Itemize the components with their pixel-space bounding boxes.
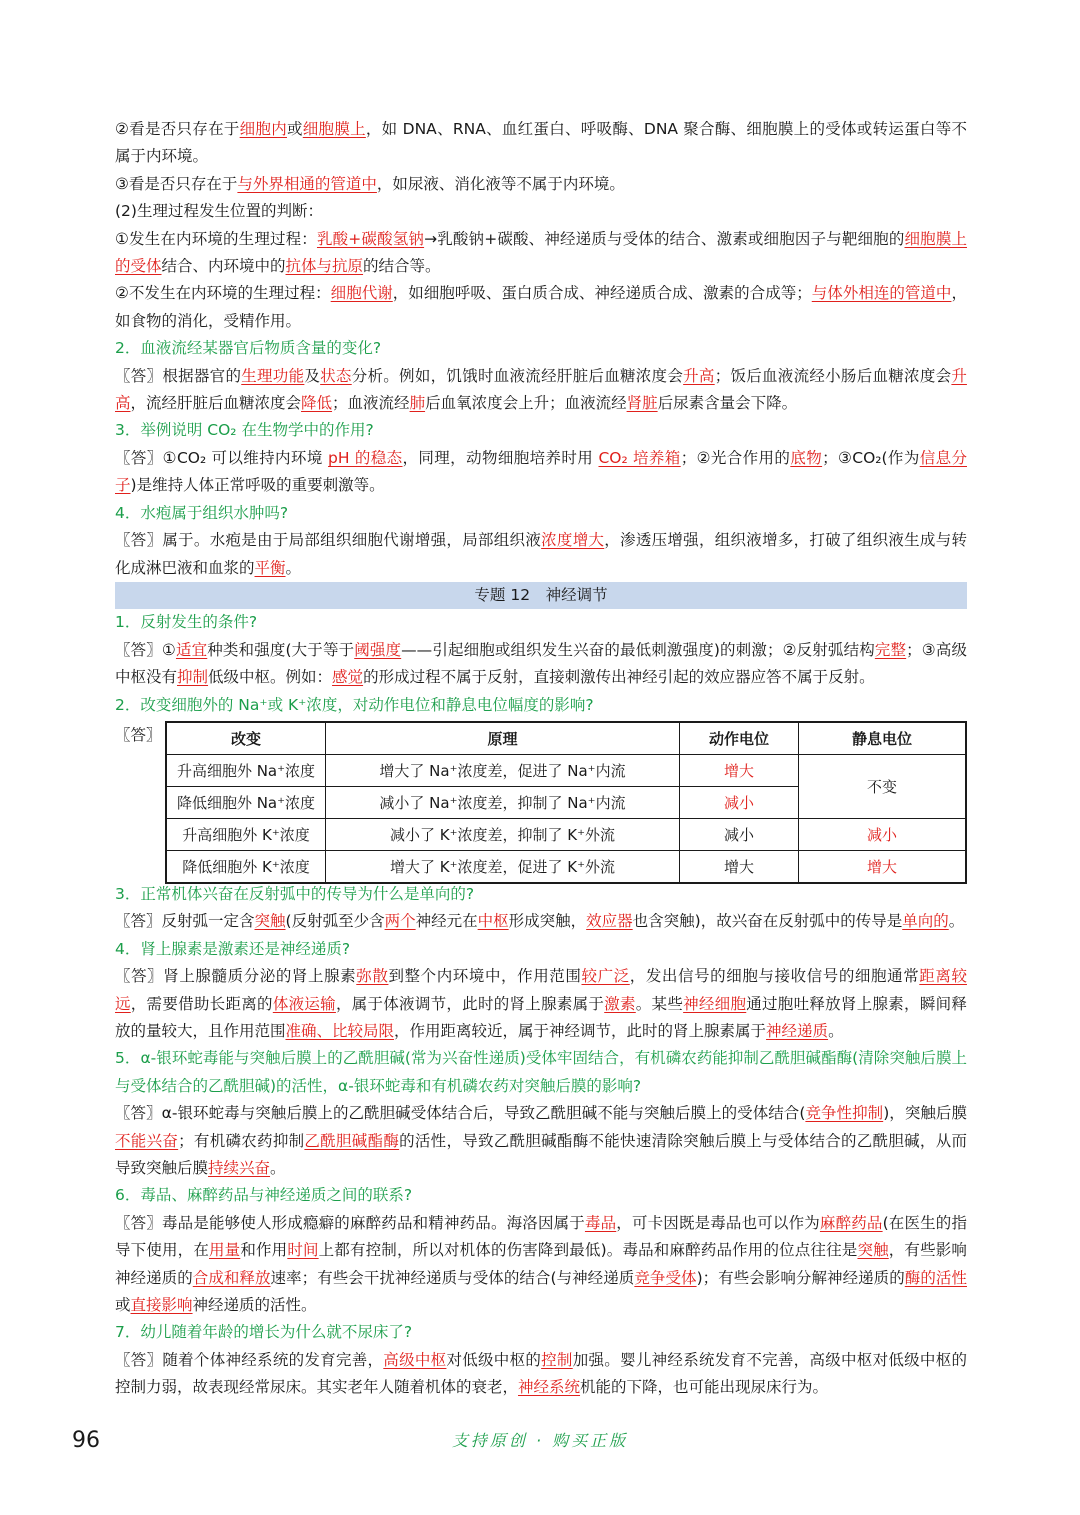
section-banner: 专题 12 神经调节 (115, 582, 967, 609)
answer-table-block (115, 721, 967, 881)
answer-paragraph: 〖答〗α-银环蛇毒与突触后膜上的乙酰胆碱受体结合后，导致乙酰胆碱不能与突触后膜上的受体结合(竞争性抑制)，突触后膜不能兴奋；有机磷农药抑制乙酰胆碱酯酶的活性，导致乙酰胆碱酯酶不能快速清除突触后膜上与受体结合的乙酰胆碱，从而导致突触后膜持续兴奋。 (115, 1104, 967, 1177)
question-heading: 3．举例说明 CO₂ 在生物学中的作用? (115, 421, 374, 440)
table-cell: 增大 (680, 850, 799, 883)
table-cell: 升高细胞外 Na⁺浓度 (166, 754, 326, 786)
table-header: 静息电位 (799, 722, 967, 755)
table-cell: 减小了 Na⁺浓度差，抑制了 Na⁺内流 (326, 786, 680, 818)
question-heading: 5．α-银环蛇毒能与突触后膜上的乙酰胆碱(常为兴奋性递质)受体牢固结合，有机磷农药能抑制乙酰胆碱酯酶(清除突触后膜上与受体结合的乙酰胆碱)的活性，α-银环蛇毒和有机磷农药对突触后膜的影响? (115, 1049, 967, 1095)
answer-label: 〖答〗 (115, 725, 162, 744)
table-header-row (166, 722, 966, 755)
answer-paragraph: 〖答〗随着个体神经系统的发育完善，高级中枢对低级中枢的控制加强。婴儿神经系统发育不完善，高级中枢对低级中枢的控制力弱，故表现经常尿床。其实老年人随着机体的衰老，神经系统机能的下降，也可能出现尿床行为。 (115, 1350, 967, 1397)
table-cell: 减小 (680, 818, 799, 850)
answer-paragraph: 〖答〗①CO₂ 可以维持内环境 pH 的稳态，同理，动物细胞培养时用 CO₂ 培养箱；②光合作用的底物；③CO₂(作为信息分子)是维持人体正常呼吸的重要刺激等。 (115, 448, 967, 495)
table-row (166, 818, 966, 850)
paragraph: ②看是否只存在于细胞内或细胞膜上，如 DNA、RNA、血红蛋白、呼吸酶、DNA 聚合酶、细胞膜上的受体或转运蛋白等不属于内环境。 (115, 120, 967, 166)
question-heading: 2．血液流经某器官后物质含量的变化? (115, 339, 382, 358)
table-cell: 减小 (799, 818, 967, 850)
potential-table (165, 721, 967, 884)
question-heading: 4．肾上腺素是激素还是神经递质? (115, 939, 351, 958)
paragraph: ③看是否只存在于与外界相通的管道中，如尿液、消化液等不属于内环境。 (115, 174, 625, 193)
answer-paragraph: 〖答〗①适宜种类和强度(大于等于阈强度——引起细胞或组织发生兴奋的最低刺激强度)的刺激；②反射弧结构完整；③高级中枢没有抑制低级中枢。例如：感觉的形成过程不属于反射，直接刺激传出神经引起的效应器应答不属于反射。 (115, 640, 967, 687)
question-heading: 1．反射发生的条件? (115, 613, 258, 632)
answer-paragraph: 〖答〗属于。水疱是由于局部组织细胞代谢增强，局部组织液浓度增大，渗透压增强，组织液增多，打破了组织液生成与转化成淋巴液和血浆的平衡。 (115, 531, 967, 577)
question-heading: 3．正常机体兴奋在反射弧中的传导为什么是单向的? (115, 884, 475, 903)
table-cell: 增大了 K⁺浓度差，促进了 K⁺外流 (326, 850, 680, 883)
answer-paragraph: 〖答〗毒品是能够使人形成瘾癖的麻醉药品和精神药品。海洛因属于毒品，可卡因既是毒品也可以作为麻醉药品(在医生的指导下使用，在用量和作用时间上都有控制，所以对机体的伤害降到最低)。毒品和麻醉药品作用的位点往往是突触，有些影响神经递质的合成和释放速率；有些会干扰神经递质与受体的结合(与神经递质竞争受体)；有些会影响分解神经递质的酶的活性或直接影响神经递质的活性。 (115, 1213, 967, 1315)
table-row (166, 754, 966, 786)
answer-paragraph: 〖答〗根据器官的生理功能及状态分析。例如，饥饿时血液流经肝脏后血糖浓度会升高；饭后血液流经小肠后血糖浓度会升高，流经肝脏后血糖浓度会降低；血液流经肺后血氧浓度会上升；血液流经肾脏后尿素含量会下降。 (115, 366, 967, 413)
table-cell: 不变 (799, 754, 967, 818)
table-cell: 降低细胞外 Na⁺浓度 (166, 786, 326, 818)
table-header: 原理 (326, 722, 680, 755)
question-heading: 6．毒品、麻醉药品与神经递质之间的联系? (115, 1186, 413, 1205)
question-heading: 4．水疱属于组织水肿吗? (115, 503, 289, 522)
question-heading: 2．改变细胞外的 Na⁺或 K⁺浓度，对动作电位和静息电位幅度的影响? (115, 695, 594, 714)
answer-paragraph: 〖答〗反射弧一定含突触(反射弧至少含两个神经元在中枢形成突触，效应器也含突触)，故兴奋在反射弧中的传导是单向的。 (115, 912, 965, 931)
question-heading: 7．幼儿随着年龄的增长为什么就不尿床了? (115, 1323, 413, 1342)
paragraph: ①发生在内环境的生理过程：乳酸+碳酸氢钠→乳酸钠+碳酸、神经递质与受体的结合、激素或细胞因子与靶细胞的细胞膜上的受体结合、内环境中的抗体与抗原的结合等。 (115, 229, 967, 276)
table-header: 改变 (166, 722, 326, 755)
content-body (115, 116, 967, 1402)
table-cell: 增大了 Na⁺浓度差，促进了 Na⁺内流 (326, 754, 680, 786)
paragraph: (2)生理过程发生位置的判断： (115, 202, 323, 221)
table-cell: 降低细胞外 K⁺浓度 (166, 850, 326, 883)
table-cell: 减小了 K⁺浓度差，抑制了 K⁺外流 (326, 818, 680, 850)
table-cell: 升高细胞外 K⁺浓度 (166, 818, 326, 850)
answer-paragraph: 〖答〗肾上腺髓质分泌的肾上腺素弥散到整个内环境中，作用范围较广泛，发出信号的细胞与接收信号的细胞通常距离较远，需要借助长距离的体液运输，属于体液调节，此时的肾上腺素属于激素。某些神经细胞通过胞吐释放肾上腺素，瞬间释放的量较大，且作用范围准确、比较局限，作用距离较近，属于神经调节，此时的肾上腺素属于神经递质。 (115, 967, 967, 1040)
page-number: 96 (72, 1428, 100, 1453)
footer-slogan: 支持原创 · 购买正版 (451, 1431, 629, 1450)
paragraph: ②不发生在内环境的生理过程：细胞代谢，如细胞呼吸、蛋白质合成、神经递质合成、激素的合成等；与体外相连的管道中，如食物的消化，受精作用。 (115, 284, 967, 330)
table-cell: 增大 (799, 850, 967, 883)
table-header: 动作电位 (680, 722, 799, 755)
table-row (166, 850, 966, 883)
table-cell: 减小 (680, 786, 799, 818)
table-cell: 增大 (680, 754, 799, 786)
